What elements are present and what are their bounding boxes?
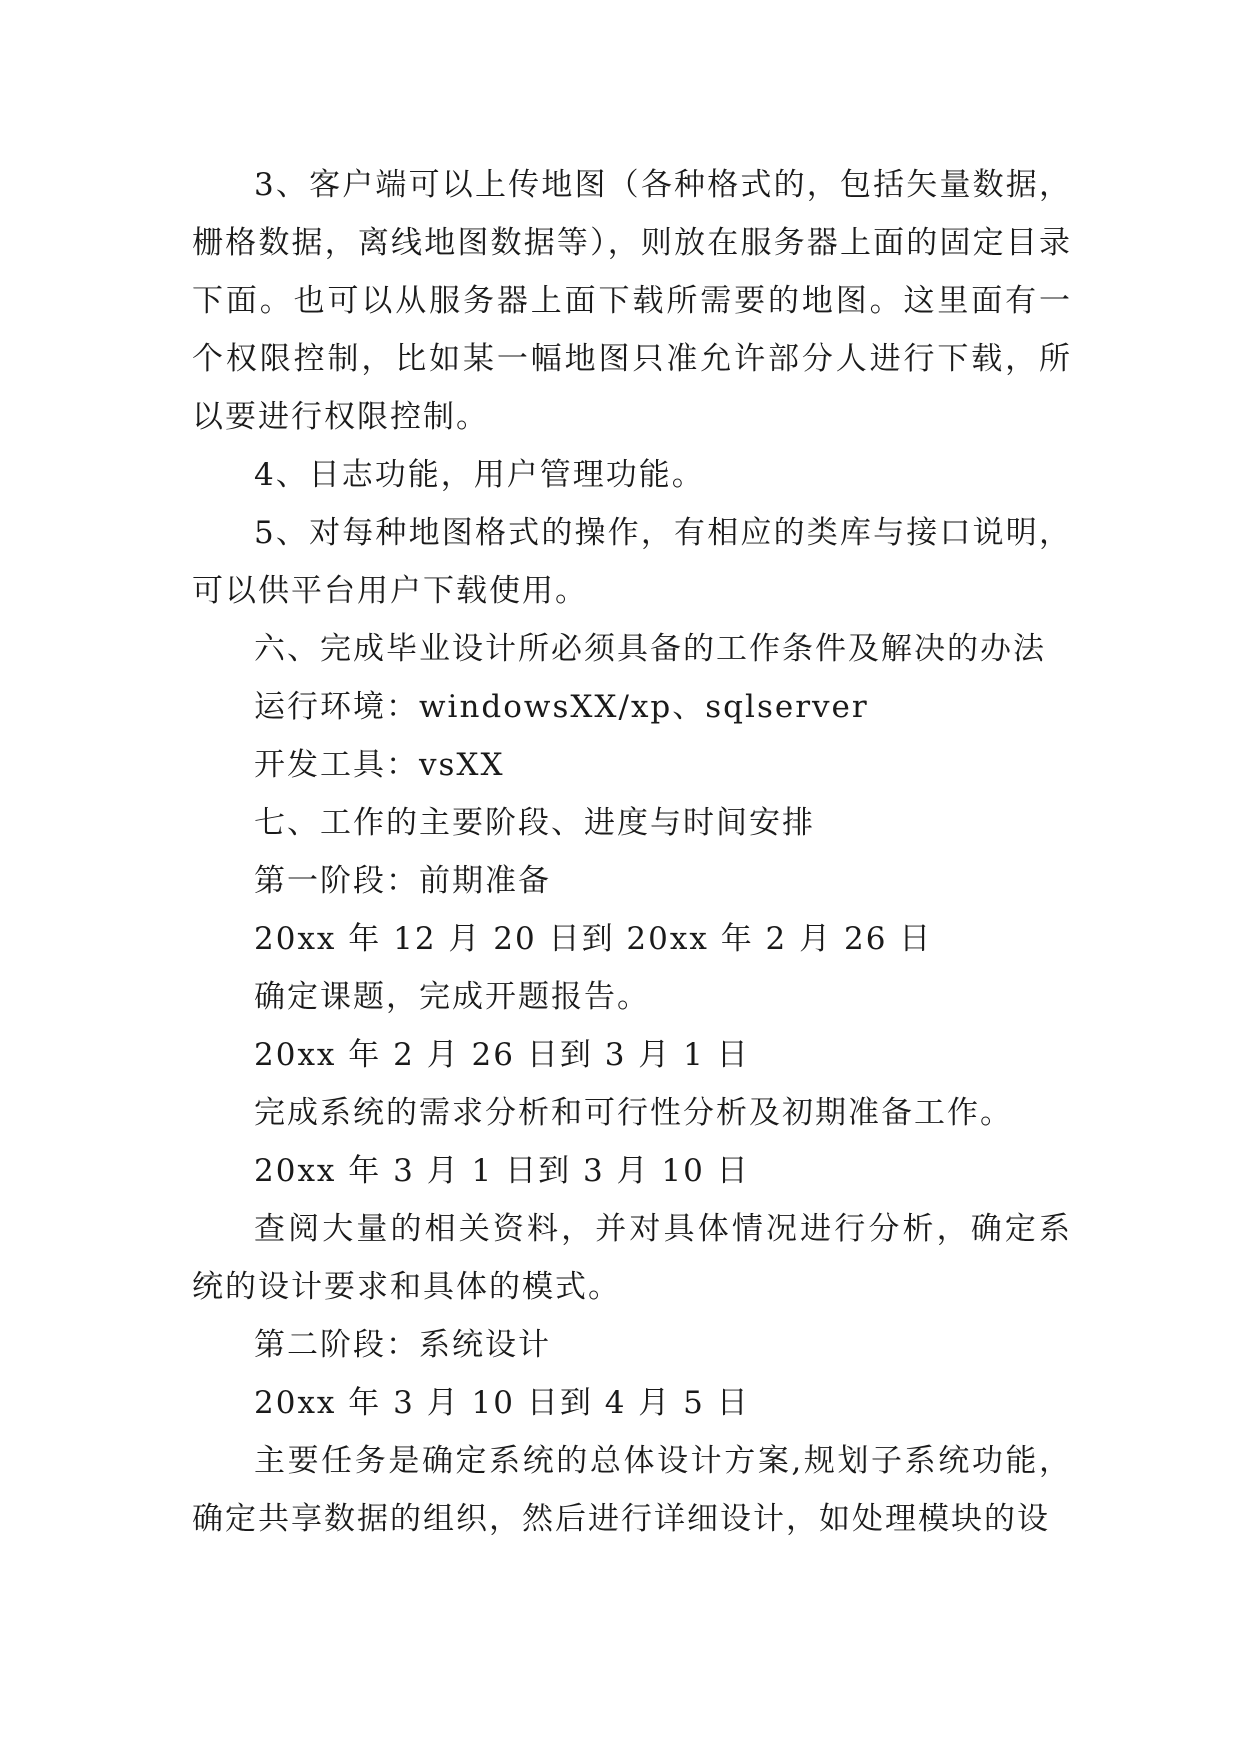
stage-two-heading: 第二阶段：系统设计 (254, 1327, 551, 1363)
paragraph-runtime-env: 运行环境：windowsXX/xp、sqlserver (254, 689, 869, 725)
task-description-1: 确定课题，完成开题报告。 (254, 979, 650, 1015)
task-description-2: 完成系统的需求分析和可行性分析及初期准备工作。 (254, 1095, 1013, 1131)
paragraph-upload-maps: 3、客户端可以上传地图（各种格式的，包括矢量数据，栅格数据，离线地图数据等），则放在服务器上面的固定目录下面。也可以从服务器上面下载所需要的地图。这里面有一个权限控制，比如某一幅地图只准允许部分人进行下载，所以要进行权限控制。 (192, 167, 1072, 435)
date-range-4: 20xx 年 3 月 10 日到 4 月 5 日 (254, 1385, 750, 1421)
paragraph-map-format-ops: 5、对每种地图格式的操作，有相应的类库与接口说明，可以供平台用户下载使用。 (192, 515, 1072, 609)
date-range-2: 20xx 年 2 月 26 日到 3 月 1 日 (254, 1037, 750, 1073)
paragraph-dev-tools: 开发工具：vsXX (254, 747, 505, 783)
stage-one-heading: 第一阶段：前期准备 (254, 863, 551, 899)
section-heading-conditions: 六、完成毕业设计所必须具备的工作条件及解决的办法 (254, 631, 1046, 667)
date-range-1: 20xx 年 12 月 20 日到 20xx 年 2 月 26 日 (254, 921, 933, 957)
date-range-3: 20xx 年 3 月 1 日到 3 月 10 日 (254, 1153, 750, 1189)
task-description-3: 查阅大量的相关资料，并对具体情况进行分析，确定系统的设计要求和具体的模式。 (192, 1211, 1072, 1305)
document-body (192, 156, 1072, 1548)
paragraph-log-function: 4、日志功能，用户管理功能。 (254, 457, 705, 493)
task-description-4: 主要任务是确定系统的总体设计方案,规划子系统功能，确定共享数据的组织，然后进行详细设计，如处理模块的设 (192, 1443, 1072, 1537)
section-heading-schedule: 七、工作的主要阶段、进度与时间安排 (254, 805, 815, 841)
